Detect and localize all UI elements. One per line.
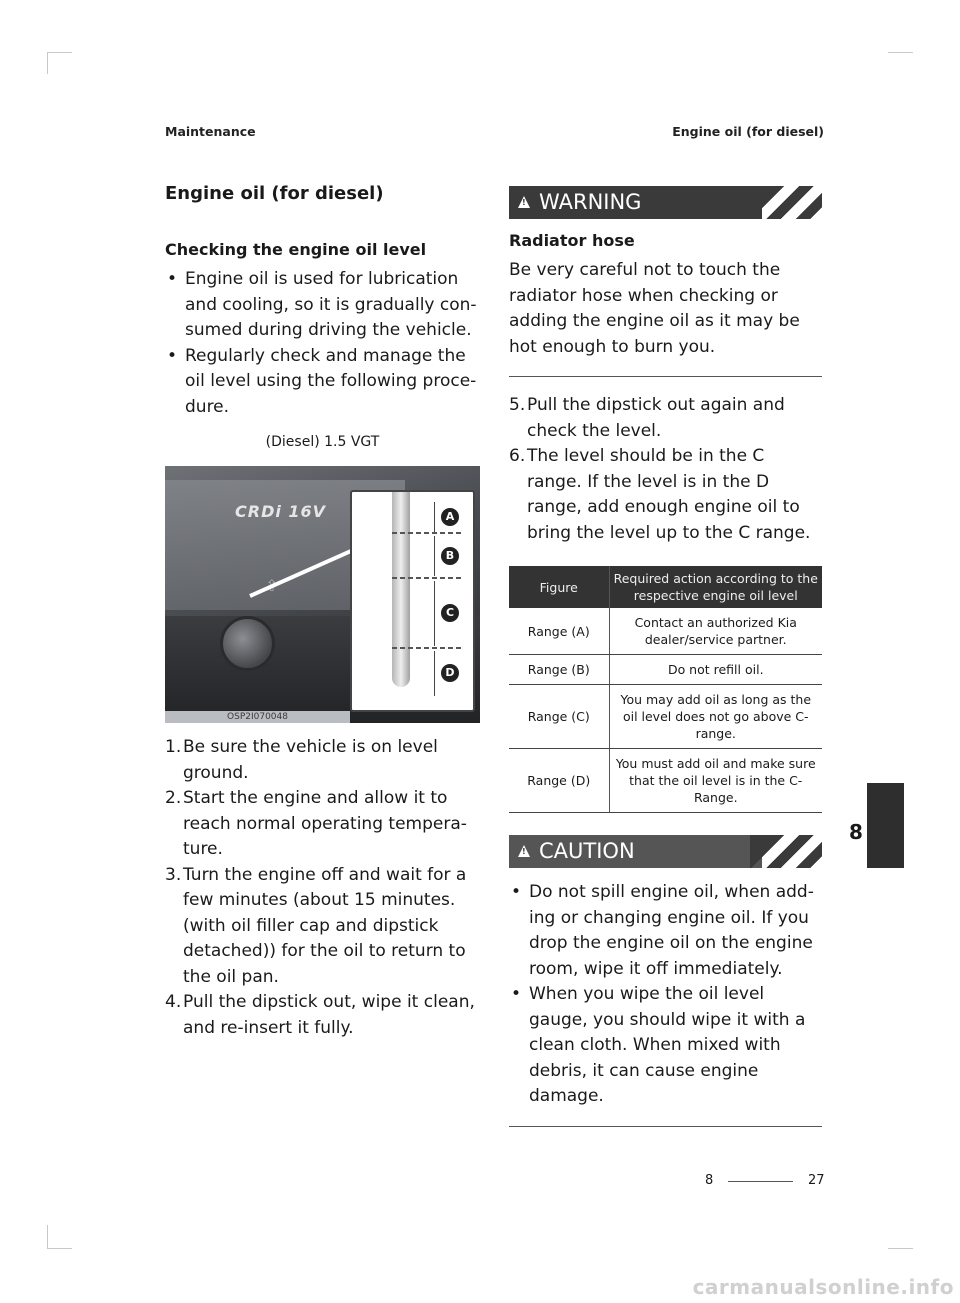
banner-stripes xyxy=(762,835,822,868)
dipstick-cap xyxy=(220,616,275,671)
label-d: D xyxy=(441,664,459,682)
range-line xyxy=(434,536,435,576)
sub-title: Checking the engine oil level xyxy=(165,240,427,259)
chapter-tab xyxy=(867,783,904,868)
warning-label: WARNING xyxy=(539,190,642,214)
dipstick-detail-panel xyxy=(350,490,475,712)
list-item: • Engine oil is used for lubrication and cooling, so it is gradually con-sumed during driving the vehicle. xyxy=(167,269,477,340)
label-c: C xyxy=(441,604,459,622)
divider xyxy=(509,376,822,377)
footer-page-number: 27 xyxy=(808,1173,825,1188)
engine-logo: CRDi 16V xyxy=(235,502,327,521)
warning-text: Be very careful not to touch the radiator hose when checking or adding the engine oil as it may be hot enough to burn you. xyxy=(509,260,800,357)
header-section: Maintenance xyxy=(165,124,256,139)
list-item: 4. Pull the dipstick out, wipe it clean, and re-insert it fully. xyxy=(165,992,475,1038)
table-row xyxy=(509,608,822,655)
table-header: Figure xyxy=(509,566,609,608)
list-item: 5. Pull the dipstick out again and check the level. xyxy=(509,395,785,441)
warning-banner xyxy=(509,186,822,219)
oil-level-table xyxy=(509,566,822,813)
level-mark xyxy=(392,577,462,579)
right-column xyxy=(509,186,822,1143)
level-mark xyxy=(392,647,462,649)
label-a: A xyxy=(441,508,459,526)
left-column xyxy=(165,183,480,1041)
list-item: • Regularly check and manage the oil level using the following proce-dure. xyxy=(167,345,477,417)
banner-stripes xyxy=(762,186,822,219)
figure-code: OSP2I070048 xyxy=(165,711,350,723)
table-cell: You must add oil and make sure that the oil level is in the C-Range. xyxy=(609,749,822,813)
intro-bullets xyxy=(165,267,480,420)
section-title: Engine oil (for diesel) xyxy=(165,183,384,204)
crop-mark xyxy=(47,1248,72,1249)
range-line xyxy=(434,502,435,532)
label-b: B xyxy=(441,547,459,565)
footer-divider xyxy=(728,1181,793,1182)
table-cell: Contact an authorized Kia dealer/service partner. xyxy=(609,608,822,655)
table-cell: Range (C) xyxy=(509,685,609,749)
table-row xyxy=(509,655,822,685)
list-item: • Do not spill engine oil, when add-ing or changing engine oil. If you drop the engine oil on the engine room, wipe it off immediately. xyxy=(511,882,814,979)
table-header: Required action according to the respective engine oil level xyxy=(609,566,822,608)
range-line xyxy=(434,581,435,646)
table-cell: Do not refill oil. xyxy=(609,655,822,685)
list-item: • When you wipe the oil level gauge, you should wipe it with a clean cloth. When mixed with debris, it can cause engine damage. xyxy=(511,984,806,1106)
crop-mark xyxy=(47,52,72,53)
table-row xyxy=(509,685,822,749)
divider xyxy=(509,1126,822,1127)
table-cell: Range (D) xyxy=(509,749,609,813)
dipstick-figure xyxy=(165,466,480,723)
steps-list xyxy=(165,735,480,1041)
crop-mark xyxy=(47,1225,48,1249)
crop-mark xyxy=(47,52,48,74)
list-item: 2. Start the engine and allow it to reach normal operating tempera-ture. xyxy=(165,788,467,859)
level-mark xyxy=(392,532,462,534)
range-line xyxy=(434,651,435,696)
crop-mark xyxy=(888,1248,913,1249)
crop-mark xyxy=(888,52,913,53)
footer-chapter: 8 xyxy=(705,1173,714,1188)
table-row xyxy=(509,749,822,813)
steps-list-continued xyxy=(509,393,822,546)
chapter-tab-number: 8 xyxy=(849,820,863,844)
list-item: 3. Turn the engine off and wait for a few minutes (about 15 minutes. (with oil filler cap and dipstick detached)) for the oil to return to the oil pan. xyxy=(165,864,467,987)
list-item: 1. Be sure the vehicle is on level ground. xyxy=(165,737,438,783)
table-cell: Range (A) xyxy=(509,608,609,655)
table-header-row xyxy=(509,566,822,608)
warning-heading: Radiator hose xyxy=(509,231,635,250)
caution-bullets xyxy=(509,880,822,1110)
header-topic: Engine oil (for diesel) xyxy=(672,124,824,139)
figure-caption: (Diesel) 1.5 VGT xyxy=(265,434,380,450)
warning-icon xyxy=(518,196,530,208)
table-cell: Range (B) xyxy=(509,655,609,685)
table-cell: You may add oil as long as the oil level does not go above C-range. xyxy=(609,685,822,749)
watermark: carmanualsonline.info xyxy=(692,1275,954,1299)
dipstick xyxy=(392,492,410,687)
caution-icon xyxy=(518,845,530,857)
caution-label: CAUTION xyxy=(539,839,635,863)
list-item: 6. The level should be in the C range. If the level is in the D range, add enough engine oil to bring the level up to the C range. xyxy=(509,446,811,543)
caution-banner xyxy=(509,835,822,868)
